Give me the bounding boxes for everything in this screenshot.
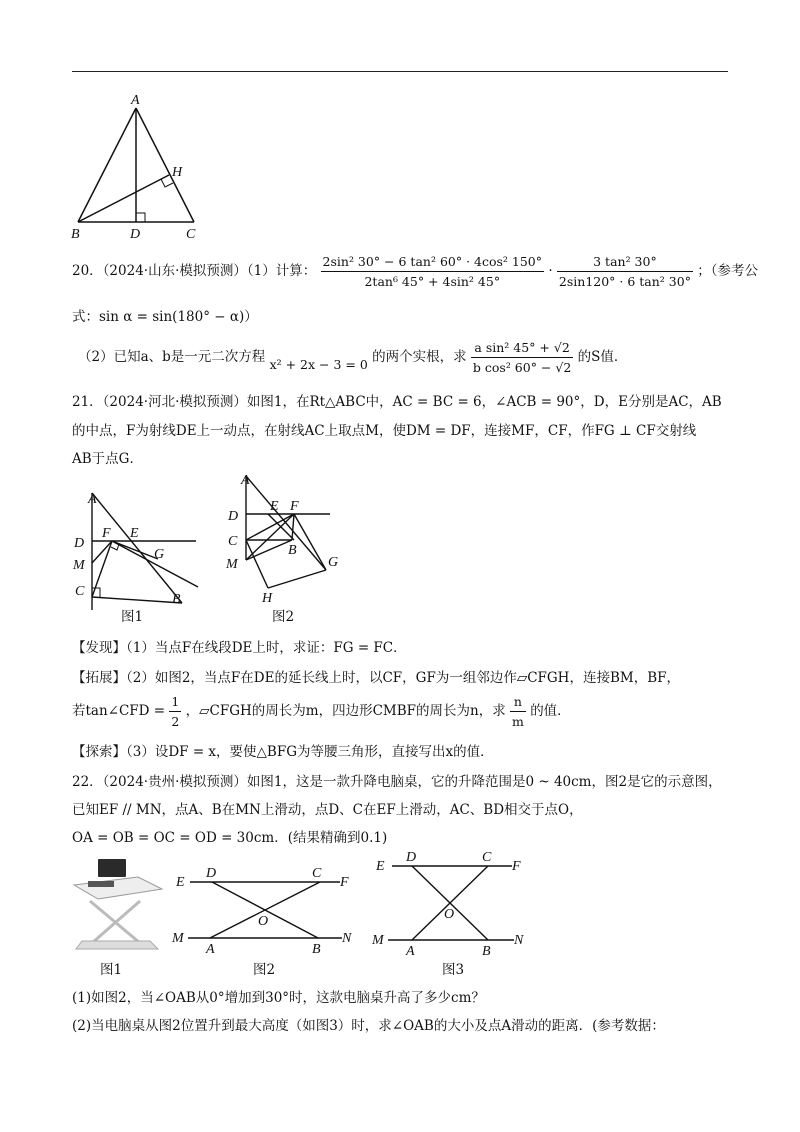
q20-source: （2024·山东·模拟预测） xyxy=(102,263,247,279)
q21-nm-num: n xyxy=(510,694,526,712)
q21-extend2-c: 的值． xyxy=(530,703,571,719)
q21-extend-line2 xyxy=(72,694,571,729)
q20-part2 xyxy=(78,340,627,375)
fig-b-label-M: M xyxy=(172,931,184,946)
fig1-label-C: C xyxy=(75,584,85,599)
q20-part1-label: （1）计算： xyxy=(246,263,317,279)
q20-fraction-3 xyxy=(471,340,573,375)
q22-fig2-caption: 图2 xyxy=(253,962,276,978)
q21-discover: 【发现】（1）当点F在线段DE上时，求证：FG = FC． xyxy=(72,640,407,656)
label-C: C xyxy=(186,227,196,242)
fig-b-label-F: F xyxy=(340,875,349,890)
fig2-label-H: H xyxy=(262,591,273,606)
fig-b-label-D: D xyxy=(206,866,217,881)
q21-tan-fraction xyxy=(169,694,181,729)
fig1-label-B: B xyxy=(172,592,181,607)
q20-part2-b: 的两个实根，求 xyxy=(372,349,467,365)
fig1-label-E: E xyxy=(130,526,139,541)
fig-c-label-A: A xyxy=(406,944,415,958)
fig1-label-F: F xyxy=(102,526,111,541)
q20-number: 20． xyxy=(72,263,103,279)
q20-line2: 式：sin α = sin(180° − α)） xyxy=(72,309,258,325)
fig-b-label-N: N xyxy=(342,931,352,946)
fig-b-label-E: E xyxy=(176,875,185,890)
fig-c-label-D: D xyxy=(406,850,417,865)
fig1-label-A: A xyxy=(88,492,97,507)
triangle-figure xyxy=(68,92,208,242)
fig-b-label-C: C xyxy=(312,866,322,881)
q22-fig3-caption: 图3 xyxy=(442,962,465,978)
q21-extend2-a: 若tan∠CFD = xyxy=(72,703,166,719)
q20-part2-c: 的S值． xyxy=(577,349,628,365)
fig2-label-A: A xyxy=(241,473,250,488)
q20-dot: · xyxy=(548,263,553,279)
q20-den2: 2sin120° · 6 tan² 30° xyxy=(558,274,691,289)
fig1-label-D: D xyxy=(74,536,85,551)
label-H: H xyxy=(172,165,183,180)
q21-line3: AB于点G． xyxy=(72,451,143,467)
q21-line1: 21．（2024·河北·模拟预测）如图1，在Rt△ABC中，AC = BC = 6，∠ACB = 90°，D，E分别是AC，AB xyxy=(72,394,722,410)
q20-fraction-2 xyxy=(557,254,693,289)
q20-den3: b cos² 60° − √2 xyxy=(472,360,572,375)
q20-fraction-1 xyxy=(321,254,544,289)
q22-figure-2 xyxy=(170,860,360,955)
q21-extend2-b: ，▱CFGH的周长为m，四边形CMBF的周长为n，求 xyxy=(185,703,506,719)
q20-part2-a: （2）已知a、b是一元二次方程 xyxy=(78,349,266,365)
q21-extend-line1: 【拓展】（2）如图2，当点F在DE的延长线上时，以CF，GF为一组邻边作▱CFGH，连接BM，BF， xyxy=(72,670,680,686)
q22-figure-3 xyxy=(372,848,532,958)
q20-num1: 2sin² 30° − 6 tan² 60° · 4cos² 150° xyxy=(321,254,544,272)
q22-line3: OA = OB = OC = OD = 30cm．(结果精确到0.1) xyxy=(72,830,388,846)
fig1-label-M: M xyxy=(73,558,85,573)
q20-num2: 3 tan² 30° xyxy=(557,254,693,272)
fig2-label-G: G xyxy=(328,555,339,570)
header-rule xyxy=(72,71,728,72)
fig-c-label-N: N xyxy=(514,933,524,948)
fig2-label-M: M xyxy=(226,557,238,572)
fig-c-label-C: C xyxy=(482,850,492,865)
q21-fig2-caption: 图2 xyxy=(272,609,295,625)
fig-b-label-B: B xyxy=(312,942,321,955)
fig2-label-E: E xyxy=(270,499,279,514)
label-D: D xyxy=(130,227,141,242)
q21-fig1-caption: 图1 xyxy=(121,609,144,625)
fig-c-label-B: B xyxy=(482,944,491,958)
desk-illustration xyxy=(68,855,168,955)
fig2-label-B: B xyxy=(288,543,297,558)
fig-c-label-M: M xyxy=(372,933,384,948)
q21-frac-den: 2 xyxy=(171,714,180,729)
q21-figure-2 xyxy=(222,470,352,610)
q22-sub1: (1)如图2，当∠OAB从0°增加到30°时，这款电脑桌升高了多少cm？ xyxy=(72,990,485,1006)
q21-nm-den: m xyxy=(512,714,524,729)
fig-c-label-E: E xyxy=(376,859,385,874)
fig-c-label-F: F xyxy=(512,859,521,874)
fig-c-label-O: O xyxy=(444,907,455,922)
q22-sub2: (2)当电脑桌从图2位置升到最大高度（如图3）时，求∠OAB的大小及点A滑动的距离．(参考数据： xyxy=(72,1018,665,1034)
q21-explore: 【探索】（3）设DF = x，要使△BFG为等腰三角形，直接写出x的值． xyxy=(72,744,494,760)
q22-line1: 22．（2024·贵州·模拟预测）如图1，这是一款升降电脑桌，它的升降范围是0 ~ 40cm，图2是它的示意图， xyxy=(72,774,722,790)
q21-frac-num: 1 xyxy=(169,694,181,712)
label-B: B xyxy=(71,227,80,242)
q20-tail: ；（参考公 xyxy=(697,263,758,279)
fig2-label-F: F xyxy=(290,499,299,514)
q21-line2: 的中点，F为射线DE上一动点，在射线AC上取点M，使DM = DF，连接MF，CF，作FG ⊥ CF交射线 xyxy=(72,423,697,439)
q22-fig1-caption: 图1 xyxy=(100,962,123,978)
label-A: A xyxy=(131,93,140,108)
fig2-label-D: D xyxy=(228,509,239,524)
fig-b-label-A: A xyxy=(206,942,215,955)
q21-nm-fraction xyxy=(510,694,526,729)
q20-den1: 2tan⁶ 45° + 4sin² 45° xyxy=(364,274,501,289)
fig-b-label-O: O xyxy=(258,914,269,929)
q20-num3: a sin² 45° + √2 xyxy=(471,340,573,358)
fig2-label-C: C xyxy=(228,534,238,549)
q21-figure-1 xyxy=(70,485,210,625)
q20-line1 xyxy=(72,254,758,289)
q20-equation: x² + 2x − 3 = 0 xyxy=(269,357,368,372)
fig1-label-G: G xyxy=(154,547,165,562)
q22-line2: 已知EF // MN，点A、B在MN上滑动，点D、C在EF上滑动，AC、BD相交于点O， xyxy=(72,802,583,818)
